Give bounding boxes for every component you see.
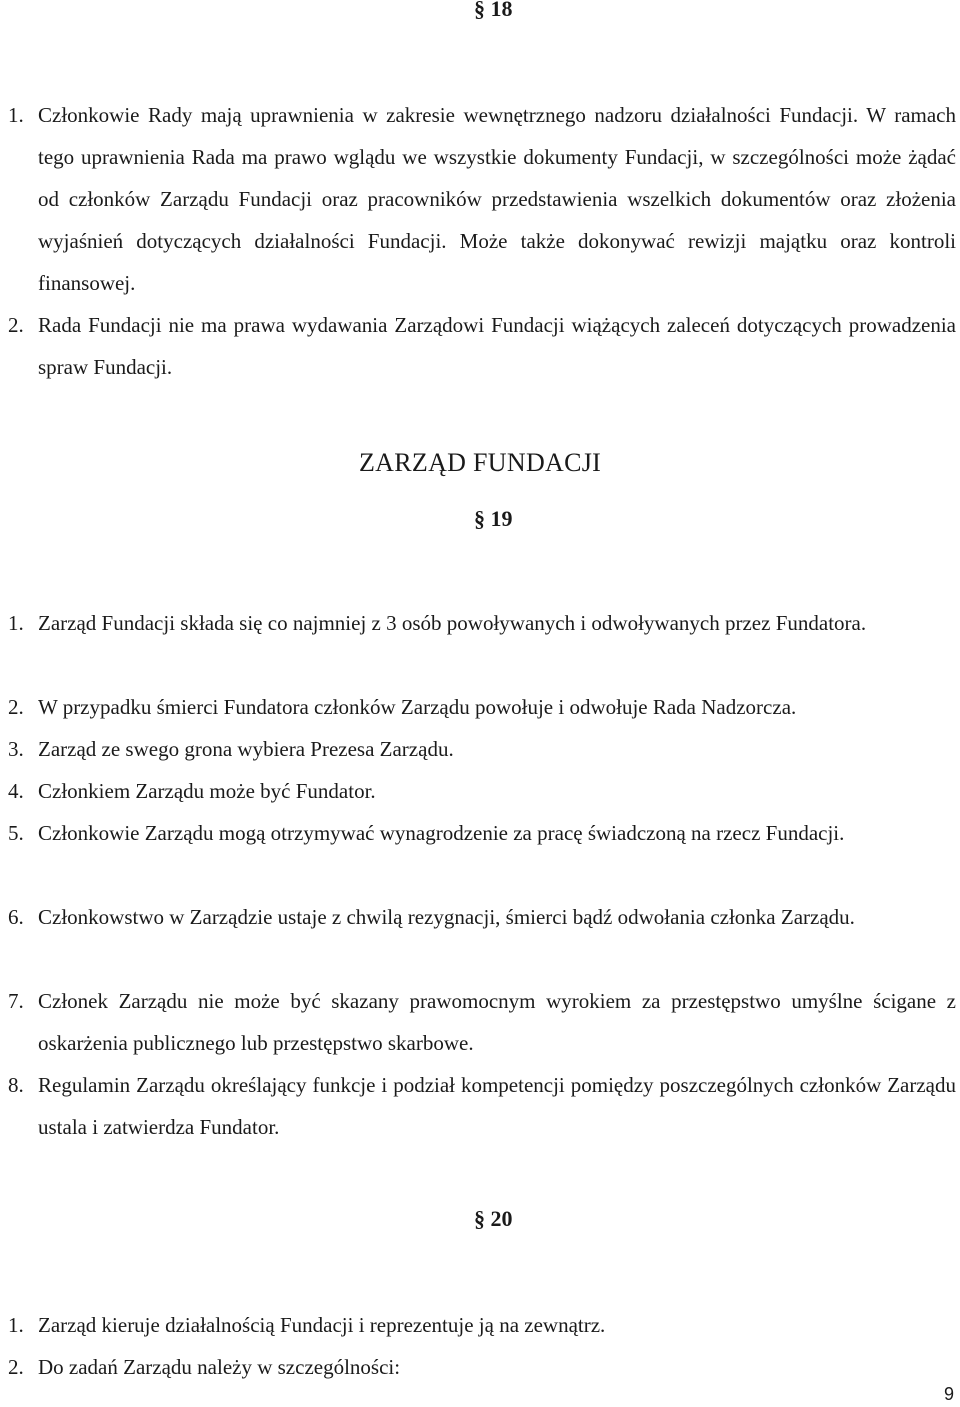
list-item [8,728,956,770]
item-number: 2. [8,1355,24,1379]
item-text: Zarząd ze swego grona wybiera Prezesa Zarządu. [38,737,454,761]
item-text: Członkowie Rady mają uprawnienia w zakresie wewnętrznego nadzoru działalności Fundacji. W ramach tego uprawnienia Rada ma prawo wglądu we wszystkie dokumenty Fundacji, w szczególności może żądać od członków Zarządu Fundacji oraz pracowników przedstawienia wszelkich dokumentów oraz złożenia wyjaśnień dotyczących działalności Fundacji. Może także dokonywać rewizji majątku oraz kontroli finansowej. [38,103,956,295]
item-text: Zarząd Fundacji składa się co najmniej z 3 osób powoływanych i odwoływanych przez Fundatora. [38,611,867,635]
list-item [8,1304,956,1346]
paragraph-19-heading: § 19 [474,506,513,531]
item-number: 1. [8,103,24,127]
list-item [8,980,956,1064]
list-item [8,304,956,388]
list-item [8,1346,956,1388]
item-text: Rada Fundacji nie ma prawa wydawania Zarządowi Fundacji wiążących zaleceń dotyczących prowadzenia spraw Fundacji. [38,313,956,379]
item-number: 3. [8,737,24,761]
item-number: 4. [8,779,24,803]
item-text: Do zadań Zarządu należy w szczególności: [38,1355,401,1379]
list-item [8,1064,956,1148]
item-text: Członkiem Zarządu może być Fundator. [38,779,376,803]
list-item [8,686,956,728]
paragraph-18-heading: § 18 [474,0,513,21]
item-number: 1. [8,611,24,635]
list-item [8,602,956,644]
item-text: Członek Zarządu nie może być skazany prawomocnym wyrokiem za przestępstwo umyślne ścigane z oskarżenia publicznego lub przestępstwo skarbowe. [38,989,956,1055]
item-number: 7. [8,989,24,1013]
page-number: 9 [943,1384,954,1404]
item-text: Członkowstwo w Zarządzie ustaje z chwilą rezygnacji, śmierci bądź odwołania członka Zarządu. [38,905,855,929]
item-text: Zarząd kieruje działalnością Fundacji i reprezentuje ją na zewnątrz. [38,1313,606,1337]
item-number: 5. [8,821,24,845]
list-item [8,94,956,304]
item-text: Członkowie Zarządu mogą otrzymywać wynagrodzenie za pracę świadczoną na rzecz Fundacji. [38,821,845,845]
item-number: 2. [8,695,24,719]
list-item [8,770,956,812]
list-item [8,896,956,938]
item-text: Regulamin Zarządu określający funkcje i podział kompetencji pomiędzy poszczególnych członków Zarządu ustala i zatwierdza Fundator. [38,1073,956,1139]
item-number: 2. [8,313,24,337]
list-item [8,812,956,854]
paragraph-20-heading: § 20 [474,1206,513,1231]
item-number: 8. [8,1073,24,1097]
item-text: W przypadku śmierci Fundatora członków Zarządu powołuje i odwołuje Rada Nadzorcza. [38,695,797,719]
item-number: 1. [8,1313,24,1337]
item-number: 6. [8,905,24,929]
section-title: ZARZĄD FUNDACJI [359,448,602,477]
